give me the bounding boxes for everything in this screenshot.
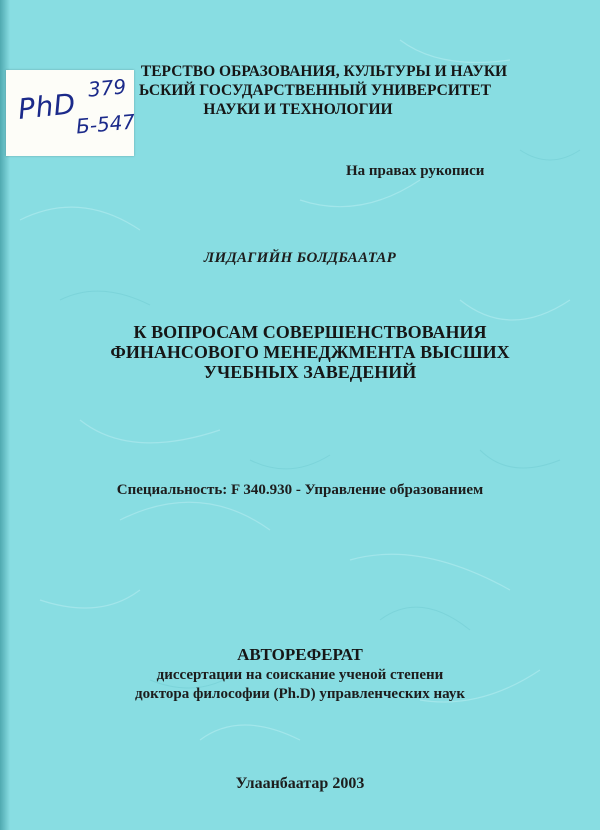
city-year: Улаанбаатар 2003 [235, 775, 365, 792]
abstract-heading: АВТОРЕФЕРАТ [237, 645, 363, 664]
library-sticker [6, 70, 137, 156]
specialty-line: Специальность: F 340.930 - Управление образованием [116, 482, 484, 498]
sticker-number-top: 379 [87, 74, 128, 102]
rights-note: На правах рукописи [346, 163, 485, 179]
ministry-header [100, 62, 530, 119]
title-line: К ВОПРОСАМ СОВЕРШЕНСТВОВАНИЯ [133, 322, 487, 342]
author-name: ЛИДАГИЙН БОЛДБААТАР [203, 250, 397, 266]
sticker-code: PhD [16, 87, 78, 126]
sticker-number-bottom: Б-547 [75, 109, 137, 139]
header-line: ЬСКИЙ ГОСУДАРСТВЕННЫЙ УНИВЕРСИТЕТ [139, 82, 491, 99]
header-line: ТЕРСТВО ОБРАЗОВАНИЯ, КУЛЬТУРЫ И НАУКИ [140, 63, 508, 80]
title-line: ФИНАНСОВОГО МЕНЕДЖМЕНТА ВЫСШИХ [110, 342, 510, 362]
dissertation-title [40, 322, 580, 382]
abstract-line: диссертации на соискание ученой степени [156, 667, 444, 683]
abstract-line: доктора философии (Ph.D) управленческих наук [135, 686, 465, 702]
abstract-subtitle [0, 666, 600, 704]
header-line: НАУКИ И ТЕХНОЛОГИИ [203, 101, 393, 118]
title-line: УЧЕБНЫХ ЗАВЕДЕНИЙ [203, 362, 417, 382]
